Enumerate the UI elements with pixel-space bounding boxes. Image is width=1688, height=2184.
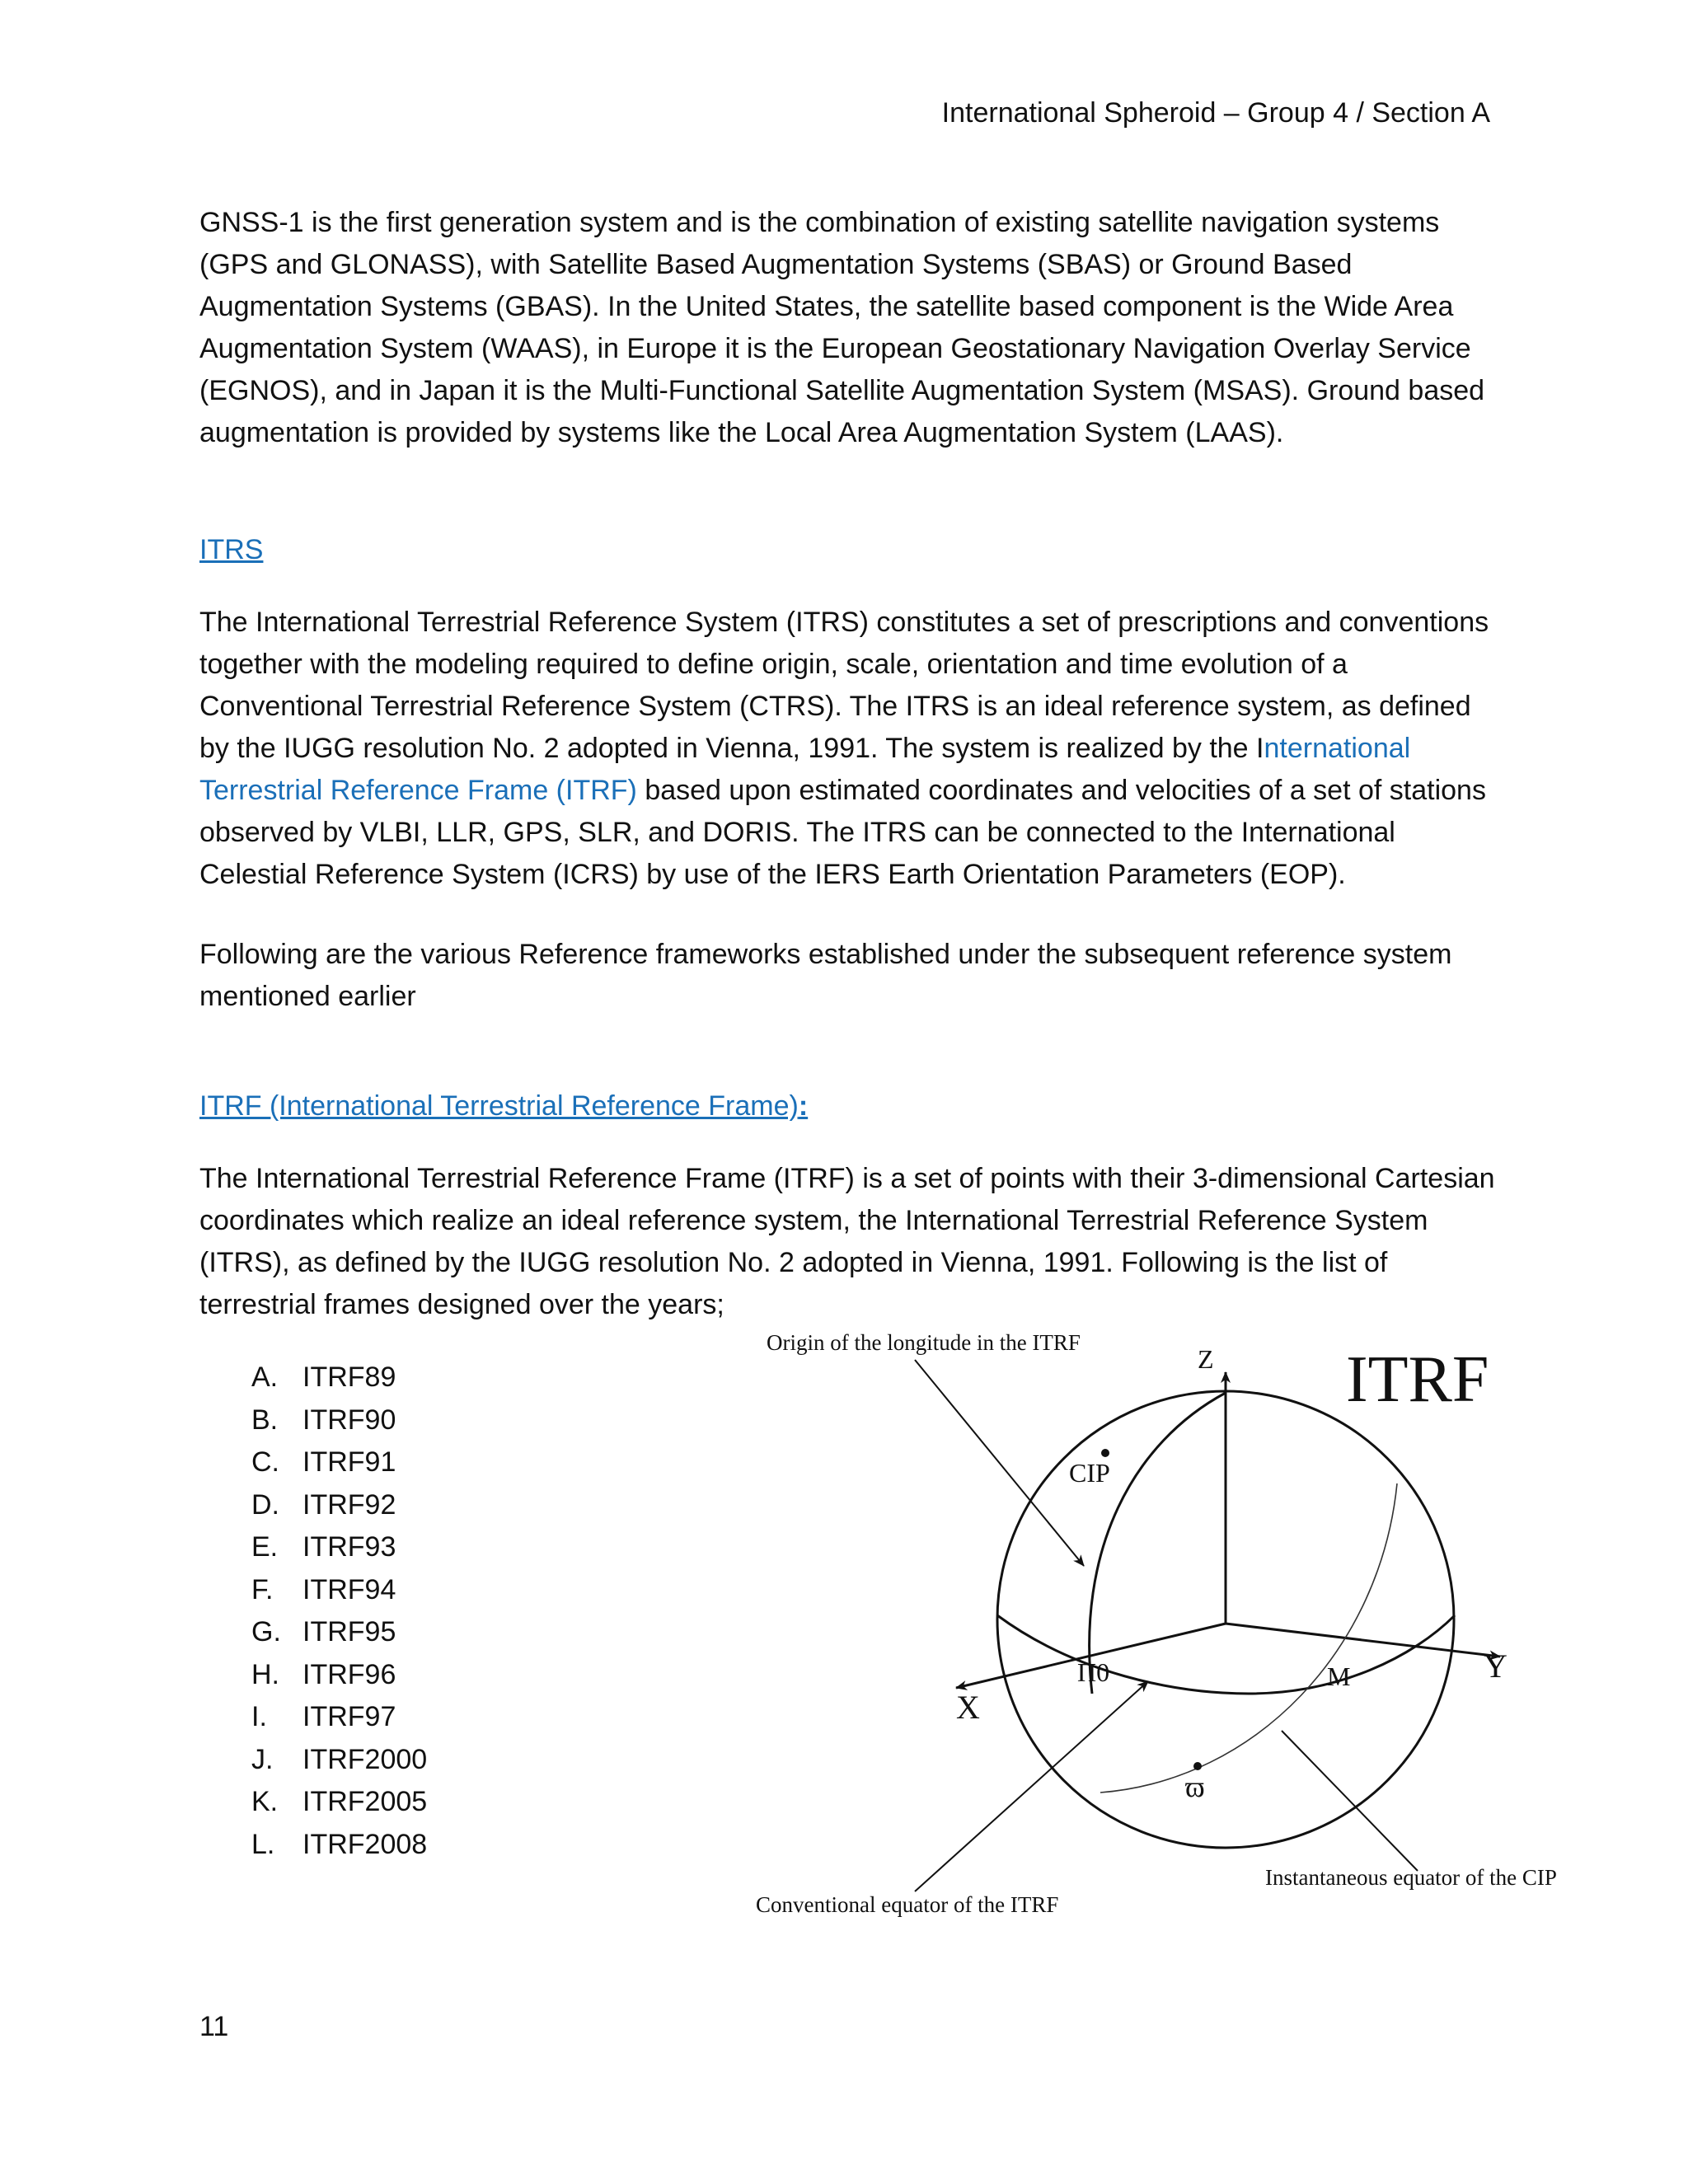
itrf-inline-link[interactable]: nternational Terrestrial Reference Frame (ITRF): [199, 733, 1411, 806]
list-item: [251, 1399, 427, 1442]
m-label: M: [1327, 1661, 1351, 1691]
list-item: [251, 1357, 427, 1399]
cip-dot: [1101, 1449, 1109, 1457]
y-label: Y: [1484, 1647, 1507, 1685]
list-item: [251, 1654, 427, 1697]
list-text: ITRF97: [302, 1701, 396, 1732]
list-text: ITRF95: [302, 1616, 396, 1647]
itrf-title: ITRF: [1346, 1343, 1489, 1416]
list-letter: D.: [251, 1488, 279, 1521]
list-letter: A.: [251, 1361, 279, 1393]
list-letter: J.: [251, 1743, 274, 1775]
list-letter: F.: [251, 1573, 274, 1605]
gnss-paragraph: GNSS-1 is the first generation system and is the combination of existing satellite navigation systems (GPS and GLONASS), with Satellite Based Augmentation Systems (SBAS) or Ground Based Augmentation Systems (GBAS). In the United States, the satellite based component is the Wide Area Augmentation System (WAAS), in Europe it is the European Geostationary Navigation Overlay Service (EGNOS), and in Japan it is the Multi-Functional Satellite Augmentation System (MSAS). Ground based augmentation is provided by systems like the Local Area Augmentation System (LAAS).: [199, 207, 1485, 448]
list-text: ITRF2000: [302, 1743, 428, 1775]
conventional-equator-label: Conventional equator of the ITRF: [756, 1892, 1059, 1917]
itrf-list: [251, 1357, 427, 1866]
itrs-paragraph: [199, 602, 1506, 896]
list-text: ITRF2008: [302, 1828, 428, 1860]
itrf-diagram: [746, 1319, 1595, 1929]
z-label: Z: [1198, 1344, 1214, 1374]
list-letter: H.: [251, 1658, 279, 1690]
instantaneous-equator-pointer: [1282, 1731, 1418, 1871]
list-item: [251, 1484, 427, 1527]
list-text: ITRF96: [302, 1658, 396, 1690]
instantaneous-equator-label: Instantaneous equator of the CIP: [1265, 1865, 1557, 1890]
list-item: [251, 1781, 427, 1824]
list-item: [251, 1696, 427, 1739]
list-text: ITRF93: [302, 1531, 396, 1563]
list-text: ITRF90: [302, 1404, 396, 1436]
list-text: ITRF2005: [302, 1786, 428, 1817]
list-text: ITRF92: [302, 1488, 396, 1521]
list-item: [251, 1526, 427, 1569]
itrf-heading: [199, 1090, 808, 1122]
list-item: [251, 1569, 427, 1612]
list-item: [251, 1739, 427, 1782]
list-text: ITRF91: [302, 1446, 396, 1478]
list-letter: I.: [251, 1701, 267, 1732]
page-header: International Spheroid – Group 4 / Section A: [941, 97, 1490, 129]
list-item: [251, 1611, 427, 1654]
list-letter: E.: [251, 1531, 279, 1563]
cip-label: CIP: [1069, 1458, 1110, 1488]
itrs-text-before: The International Terrestrial Reference System (ITRS) constitutes a set of prescriptions and conventions together with the modeling required to define origin, scale, orientation and time evolution of a Conventional Terrestrial Reference System (CTRS). The ITRS is an ideal reference system, as defined by the IUGG resolution No. 2 adopted in Vienna, 1991. The system is realized by the I: [199, 607, 1489, 764]
itrf-heading-link[interactable]: ITRF (International Terrestrial Reference Frame): [199, 1090, 799, 1122]
list-letter: C.: [251, 1446, 279, 1478]
origin-meridian-arc: [1090, 1393, 1226, 1694]
list-letter: K.: [251, 1786, 279, 1817]
origin-label: Origin of the longitude in the ITRF: [767, 1330, 1081, 1355]
page-number: 11: [199, 2011, 229, 2042]
conventional-equator-pointer: [915, 1681, 1148, 1891]
conventional-equator-arc: [997, 1615, 1455, 1694]
pi0-label: Π0: [1077, 1657, 1110, 1687]
itrf-heading-colon: :: [798, 1090, 809, 1122]
list-letter: L.: [251, 1828, 275, 1860]
itrs-heading-link[interactable]: ITRS: [199, 534, 264, 565]
y-axis: [1226, 1624, 1500, 1657]
omega-dot: [1193, 1762, 1202, 1770]
frameworks-paragraph: Following are the various Reference frameworks established under the subsequent reference system mentioned earlier: [199, 939, 1452, 1012]
list-text: ITRF94: [302, 1573, 396, 1605]
list-text: ITRF89: [302, 1361, 396, 1393]
omega-label: ϖ: [1185, 1770, 1205, 1803]
itrf-paragraph: The International Terrestrial Reference Frame (ITRF) is a set of points with their 3-dimensional Cartesian coordinates which realize an ideal reference system, the International Terrestrial Reference System (ITRS), as defined by the IUGG resolution No. 2 adopted in Vienna, 1991. Following is the list of terrestrial frames designed over the years;: [199, 1163, 1495, 1320]
list-item: [251, 1824, 427, 1867]
list-letter: B.: [251, 1404, 279, 1436]
list-letter: G.: [251, 1616, 281, 1647]
itrs-text-after: based upon estimated coordinates and velocities of a set of stations observed by VLBI, LLR, GPS, SLR, and DORIS. The ITRS can be connected to the International Celestial Reference System (ICRS) by use of the IERS Earth Orientation Parameters (EOP).: [199, 775, 1486, 890]
list-item: [251, 1441, 427, 1484]
x-label: X: [956, 1689, 980, 1726]
